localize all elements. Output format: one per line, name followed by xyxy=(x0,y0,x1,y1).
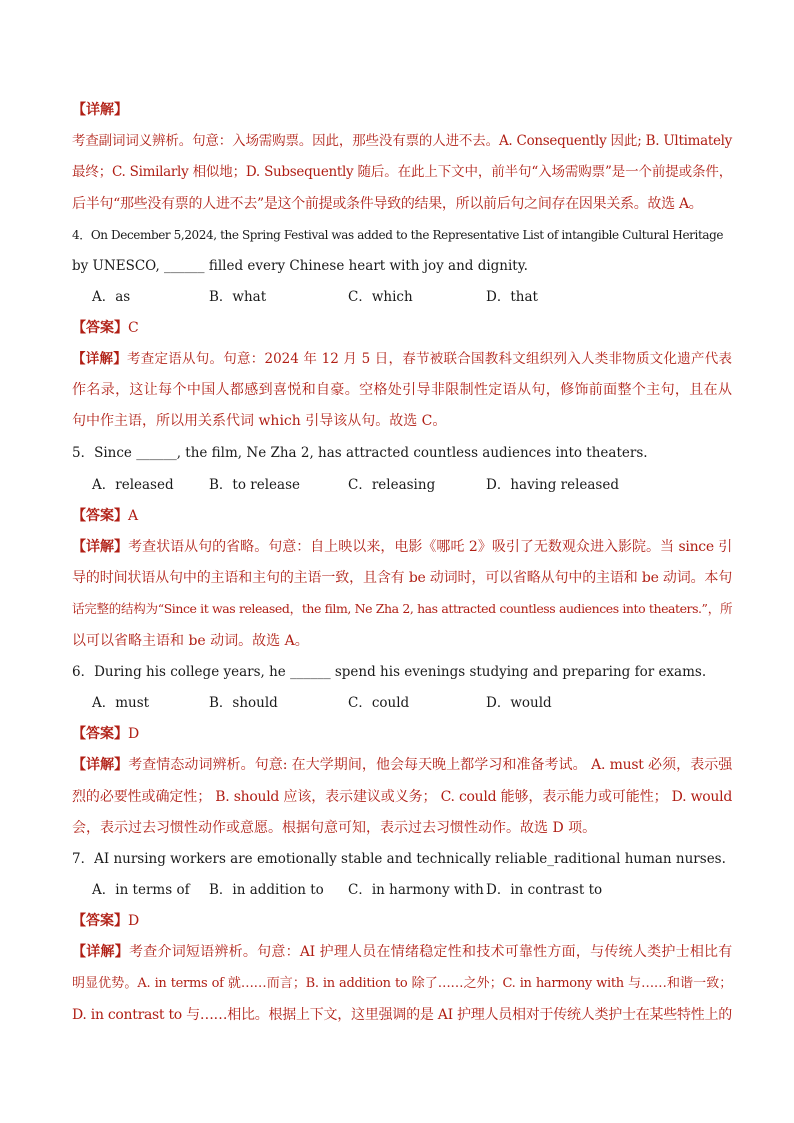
detail-line: 明显优势。A. in terms of 就……而言；B. in addition to 除了……之外；C. in harmony with 与……和谐一致； xyxy=(72,976,732,991)
option-c: C．in harmony with xyxy=(348,882,484,898)
detail-line xyxy=(72,349,732,369)
detail-line: 后半句“那些没有票的人进不去”是这个前提或条件导致的结果，所以前后句之间存在因果关系。故选 A。 xyxy=(72,196,703,212)
detail-line: 考查副词词义辨析。句意：入场需购票。因此，那些没有票的人进不去。A. Consequently 因此; B. Ultimately xyxy=(72,133,732,149)
answer-line xyxy=(72,506,732,526)
answer-value: A xyxy=(128,508,139,524)
option-a: A．must xyxy=(92,695,150,711)
question-stem: by UNESCO, ______ filled every Chinese heart with joy and dignity. xyxy=(72,258,528,274)
answer-tag: 【答案】 xyxy=(72,320,128,336)
detail-tag: 【详解】 xyxy=(72,102,128,118)
detail-line: 作名录，这让每个中国人都感到喜悦和自豪。空格处引导非限制性定语从句，修饰前面整个主句，且在从 xyxy=(72,382,732,398)
option-d: D．having released xyxy=(486,477,619,493)
option-a: A．in terms of xyxy=(92,882,190,898)
detail-tag: 【详解】 xyxy=(72,944,129,960)
detail-heading xyxy=(72,100,732,120)
detail-line: 话完整的结构为“Since it was released，the film, Ne Zha 2, has attracted countless audiences into theaters.”，所 xyxy=(72,601,732,616)
answer-line xyxy=(72,318,732,338)
answer-tag: 【答案】 xyxy=(72,508,128,524)
answer-line xyxy=(72,724,732,744)
option-d: D．that xyxy=(486,289,538,305)
option-a: A．as xyxy=(92,289,131,305)
detail-line xyxy=(72,755,732,775)
detail-line: 会，表示过去习惯性动作或意愿。根据句意可知，表示过去习惯性动作。故选 D 项。 xyxy=(72,820,597,836)
detail-tag: 【详解】 xyxy=(72,351,127,367)
detail-text: 考查情态动词辨析。句意: 在大学期间，他会每天晚上都学习和准备考试。 A. must 必须，表示强 xyxy=(128,757,732,773)
option-d: D．would xyxy=(486,695,552,711)
question-stem: 7．AI nursing workers are emotionally stable and technically reliable_raditional human nurses. xyxy=(72,851,726,867)
detail-line: 句中作主语，所以用关系代词 which 引导该从句。故选 C。 xyxy=(72,413,447,429)
detail-line: D. in contrast to 与……相比。根据上下文，这里强调的是 AI 护理人员相对于传统人类护士在某些特性上的 xyxy=(72,1007,732,1023)
question-stem: 6．During his college years, he ______ spend his evenings studying and preparing for exams. xyxy=(72,664,707,680)
detail-line xyxy=(72,942,732,962)
option-d: D．in contrast to xyxy=(486,882,603,898)
option-c: C．which xyxy=(348,289,413,305)
question-stem: 5．Since ______, the film, Ne Zha 2, has attracted countless audiences into theaters. xyxy=(72,445,648,461)
answer-line xyxy=(72,911,732,931)
option-b: B．what xyxy=(209,289,267,305)
option-c: C．releasing xyxy=(348,477,436,493)
answer-value: D xyxy=(128,726,140,742)
detail-text: 考查状语从句的省略。句意：自上映以来，电影《哪吒 2》吸引了无数观众进入影院。当 since 引 xyxy=(128,539,732,555)
option-a: A．released xyxy=(92,477,174,493)
option-b: B．in addition to xyxy=(209,882,324,898)
detail-tag: 【详解】 xyxy=(72,539,129,555)
detail-line: 烈的必要性或确定性； B. should 应该，表示建议或义务； C. could 能够，表示能力或可能性； D. would xyxy=(72,789,732,805)
answer-tag: 【答案】 xyxy=(72,913,128,929)
answer-tag: 【答案】 xyxy=(72,726,128,742)
detail-text: 考查介词短语辨析。句意：AI 护理人员在情绪稳定性和技术可靠性方面，与传统人类护士相比有 xyxy=(128,944,732,960)
detail-line: 导的时间状语从句中的主语和主句的主语一致，且含有 be 动词时，可以省略从句中的主语和 be 动词。本句 xyxy=(72,570,732,586)
detail-line: 最终；C. Similarly 相似地；D. Subsequently 随后。在此上下文中，前半句“入场需购票”是一个前提或条件， xyxy=(72,164,732,180)
option-b: B．should xyxy=(209,695,278,711)
detail-tag: 【详解】 xyxy=(72,757,129,773)
detail-text: 考查定语从句。句意：2024 年 12 月 5 日，春节被联合国教科文组织列入人类非物质文化遗产代表 xyxy=(127,351,732,367)
option-b: B．to release xyxy=(209,477,300,493)
question-stem: 4．On December 5,2024, the Spring Festival was added to the Representative List of intangible Cultural Heritage xyxy=(72,228,724,242)
detail-line xyxy=(72,537,732,557)
answer-value: C xyxy=(128,320,139,336)
answer-value: D xyxy=(128,913,140,929)
detail-line: 以可以省略主语和 be 动词。故选 A。 xyxy=(72,633,309,649)
option-c: C．could xyxy=(348,695,410,711)
